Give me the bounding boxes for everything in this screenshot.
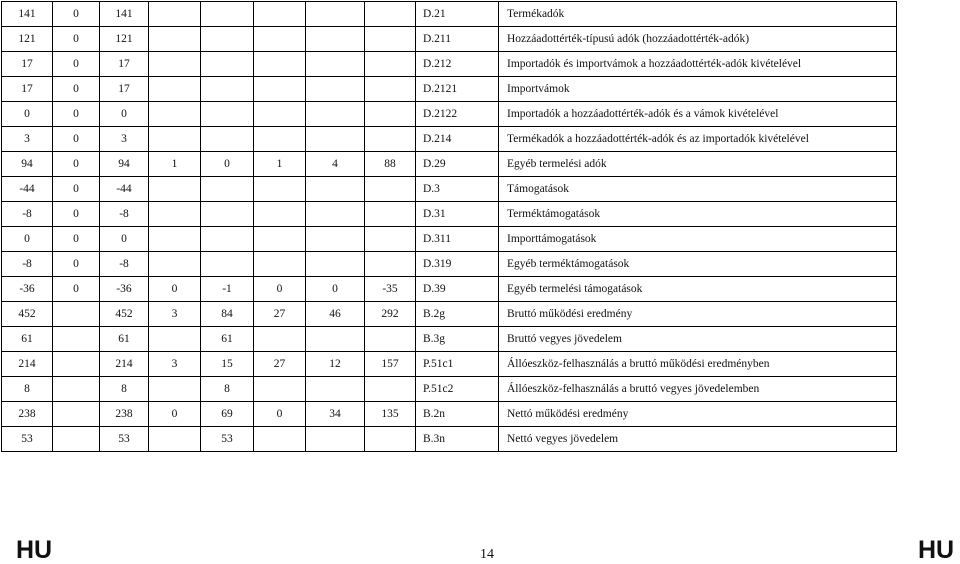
code-cell: B.2n — [416, 402, 499, 427]
value-cell: 94 — [100, 152, 149, 177]
value-cell — [365, 202, 416, 227]
value-cell: 53 — [201, 427, 254, 452]
value-cell — [53, 427, 100, 452]
value-cell — [306, 202, 365, 227]
code-cell: D.31 — [416, 202, 499, 227]
value-cell: 61 — [2, 327, 53, 352]
description-cell: Terméktámogatások — [499, 202, 897, 227]
value-cell: 0 — [53, 277, 100, 302]
value-cell: -8 — [2, 202, 53, 227]
value-cell — [149, 127, 201, 152]
value-cell — [306, 102, 365, 127]
value-cell: 0 — [53, 127, 100, 152]
table-row — [2, 327, 897, 352]
value-cell: 34 — [306, 402, 365, 427]
description-cell: Nettó vegyes jövedelem — [499, 427, 897, 452]
accounts-table — [1, 1, 897, 452]
value-cell: 46 — [306, 302, 365, 327]
value-cell — [149, 102, 201, 127]
value-cell: -8 — [2, 252, 53, 277]
value-cell — [254, 52, 306, 77]
value-cell — [306, 377, 365, 402]
description-cell: Importtámogatások — [499, 227, 897, 252]
value-cell: -8 — [100, 252, 149, 277]
value-cell: 0 — [53, 227, 100, 252]
value-cell: 0 — [2, 227, 53, 252]
value-cell: 1 — [149, 152, 201, 177]
value-cell — [254, 252, 306, 277]
country-code-left: HU — [16, 536, 53, 564]
value-cell — [149, 52, 201, 77]
value-cell — [53, 302, 100, 327]
value-cell: 238 — [100, 402, 149, 427]
value-cell — [53, 377, 100, 402]
value-cell — [254, 177, 306, 202]
value-cell: -1 — [201, 277, 254, 302]
description-cell: Importadók és importvámok a hozzáadottérték-adók kivételével — [499, 52, 897, 77]
code-cell: D.212 — [416, 52, 499, 77]
value-cell: -35 — [365, 277, 416, 302]
value-cell: 121 — [2, 27, 53, 52]
value-cell: 84 — [201, 302, 254, 327]
value-cell: 135 — [365, 402, 416, 427]
value-cell: 0 — [53, 202, 100, 227]
value-cell: 61 — [100, 327, 149, 352]
value-cell: 69 — [201, 402, 254, 427]
value-cell: 0 — [53, 52, 100, 77]
value-cell: 0 — [2, 102, 53, 127]
value-cell — [365, 2, 416, 27]
value-cell: 12 — [306, 352, 365, 377]
value-cell — [149, 2, 201, 27]
value-cell — [149, 177, 201, 202]
value-cell: 17 — [2, 77, 53, 102]
table-row — [2, 202, 897, 227]
value-cell — [365, 102, 416, 127]
description-cell: Állóeszköz-felhasználás a bruttó működési eredményben — [499, 352, 897, 377]
value-cell — [365, 77, 416, 102]
description-cell: Egyéb termelési adók — [499, 152, 897, 177]
value-cell — [149, 252, 201, 277]
value-cell: -36 — [2, 277, 53, 302]
value-cell — [306, 52, 365, 77]
code-cell: D.39 — [416, 277, 499, 302]
value-cell — [306, 227, 365, 252]
value-cell: 0 — [254, 277, 306, 302]
value-cell: 0 — [100, 102, 149, 127]
table-row — [2, 377, 897, 402]
value-cell — [53, 327, 100, 352]
value-cell: 141 — [100, 2, 149, 27]
code-cell: D.3 — [416, 177, 499, 202]
value-cell — [149, 427, 201, 452]
value-cell — [149, 202, 201, 227]
description-cell: Termékadók a hozzáadottérték-adók és az importadók kivételével — [499, 127, 897, 152]
value-cell: 17 — [100, 77, 149, 102]
value-cell — [306, 427, 365, 452]
table-row — [2, 52, 897, 77]
value-cell: 0 — [53, 102, 100, 127]
value-cell: 238 — [2, 402, 53, 427]
table-row — [2, 252, 897, 277]
value-cell: 0 — [254, 402, 306, 427]
value-cell — [254, 102, 306, 127]
value-cell — [201, 77, 254, 102]
table-row — [2, 2, 897, 27]
value-cell — [254, 377, 306, 402]
value-cell — [365, 427, 416, 452]
value-cell: 53 — [2, 427, 53, 452]
value-cell: -44 — [100, 177, 149, 202]
description-cell: Termékadók — [499, 2, 897, 27]
value-cell: -36 — [100, 277, 149, 302]
page-number: 14 — [480, 547, 494, 562]
value-cell — [254, 127, 306, 152]
value-cell: -8 — [100, 202, 149, 227]
value-cell — [365, 27, 416, 52]
value-cell — [149, 377, 201, 402]
code-cell: D.2122 — [416, 102, 499, 127]
value-cell: 8 — [201, 377, 254, 402]
value-cell — [201, 2, 254, 27]
value-cell: 0 — [53, 2, 100, 27]
value-cell: 292 — [365, 302, 416, 327]
code-cell: D.21 — [416, 2, 499, 27]
value-cell: 157 — [365, 352, 416, 377]
value-cell: -44 — [2, 177, 53, 202]
value-cell — [149, 327, 201, 352]
value-cell — [365, 127, 416, 152]
description-cell: Állóeszköz-felhasználás a bruttó vegyes jövedelemben — [499, 377, 897, 402]
value-cell: 121 — [100, 27, 149, 52]
value-cell: 0 — [53, 27, 100, 52]
value-cell: 8 — [100, 377, 149, 402]
value-cell — [201, 127, 254, 152]
description-cell: Importadók a hozzáadottérték-adók és a vámok kivételével — [499, 102, 897, 127]
value-cell: 27 — [254, 302, 306, 327]
code-cell: D.2121 — [416, 77, 499, 102]
table-row — [2, 152, 897, 177]
value-cell: 94 — [2, 152, 53, 177]
value-cell — [149, 77, 201, 102]
description-cell: Egyéb terméktámogatások — [499, 252, 897, 277]
value-cell — [365, 327, 416, 352]
value-cell: 0 — [201, 152, 254, 177]
value-cell: 0 — [306, 277, 365, 302]
value-cell: 3 — [149, 302, 201, 327]
value-cell — [201, 227, 254, 252]
description-cell: Hozzáadottérték-típusú adók (hozzáadottérték-adók) — [499, 27, 897, 52]
table-row — [2, 127, 897, 152]
table-row — [2, 427, 897, 452]
value-cell — [254, 27, 306, 52]
value-cell — [254, 227, 306, 252]
value-cell: 8 — [2, 377, 53, 402]
description-cell: Támogatások — [499, 177, 897, 202]
value-cell — [306, 2, 365, 27]
description-cell: Bruttó működési eredmény — [499, 302, 897, 327]
value-cell: 27 — [254, 352, 306, 377]
table-row — [2, 352, 897, 377]
table-row — [2, 27, 897, 52]
value-cell — [201, 177, 254, 202]
value-cell — [365, 252, 416, 277]
value-cell — [201, 27, 254, 52]
value-cell: 0 — [53, 252, 100, 277]
value-cell — [254, 2, 306, 27]
code-cell: D.214 — [416, 127, 499, 152]
table-row — [2, 227, 897, 252]
value-cell: 0 — [100, 227, 149, 252]
code-cell: B.3g — [416, 327, 499, 352]
value-cell: 3 — [2, 127, 53, 152]
description-cell: Nettó működési eredmény — [499, 402, 897, 427]
description-cell: Importvámok — [499, 77, 897, 102]
value-cell — [254, 202, 306, 227]
value-cell: 1 — [254, 152, 306, 177]
value-cell: 452 — [100, 302, 149, 327]
value-cell — [306, 327, 365, 352]
value-cell — [201, 52, 254, 77]
value-cell: 3 — [149, 352, 201, 377]
value-cell — [201, 202, 254, 227]
code-cell: D.319 — [416, 252, 499, 277]
value-cell: 0 — [149, 402, 201, 427]
value-cell — [201, 102, 254, 127]
value-cell: 452 — [2, 302, 53, 327]
value-cell — [365, 377, 416, 402]
value-cell: 88 — [365, 152, 416, 177]
value-cell — [201, 252, 254, 277]
value-cell — [306, 77, 365, 102]
value-cell: 3 — [100, 127, 149, 152]
description-cell: Egyéb termelési támogatások — [499, 277, 897, 302]
value-cell: 17 — [100, 52, 149, 77]
value-cell: 15 — [201, 352, 254, 377]
value-cell: 0 — [53, 152, 100, 177]
value-cell — [306, 252, 365, 277]
description-cell: Bruttó vegyes jövedelem — [499, 327, 897, 352]
value-cell — [53, 352, 100, 377]
value-cell — [254, 77, 306, 102]
code-cell: B.2g — [416, 302, 499, 327]
code-cell: P.51c1 — [416, 352, 499, 377]
country-code-right: HU — [918, 536, 955, 564]
value-cell: 0 — [53, 177, 100, 202]
value-cell: 0 — [149, 277, 201, 302]
value-cell — [254, 327, 306, 352]
value-cell — [306, 177, 365, 202]
value-cell: 214 — [100, 352, 149, 377]
table-row — [2, 77, 897, 102]
value-cell: 0 — [53, 77, 100, 102]
code-cell: B.3n — [416, 427, 499, 452]
table-row — [2, 102, 897, 127]
value-cell: 61 — [201, 327, 254, 352]
value-cell — [149, 27, 201, 52]
value-cell — [365, 177, 416, 202]
value-cell — [53, 402, 100, 427]
code-cell: D.311 — [416, 227, 499, 252]
code-cell: D.211 — [416, 27, 499, 52]
table-row — [2, 177, 897, 202]
value-cell: 214 — [2, 352, 53, 377]
code-cell: D.29 — [416, 152, 499, 177]
value-cell — [254, 427, 306, 452]
value-cell — [149, 227, 201, 252]
value-cell: 53 — [100, 427, 149, 452]
value-cell — [365, 52, 416, 77]
table-row — [2, 402, 897, 427]
value-cell: 141 — [2, 2, 53, 27]
table-row — [2, 277, 897, 302]
value-cell: 4 — [306, 152, 365, 177]
value-cell: 17 — [2, 52, 53, 77]
value-cell — [306, 127, 365, 152]
value-cell — [306, 27, 365, 52]
value-cell — [365, 227, 416, 252]
table-row — [2, 302, 897, 327]
code-cell: P.51c2 — [416, 377, 499, 402]
